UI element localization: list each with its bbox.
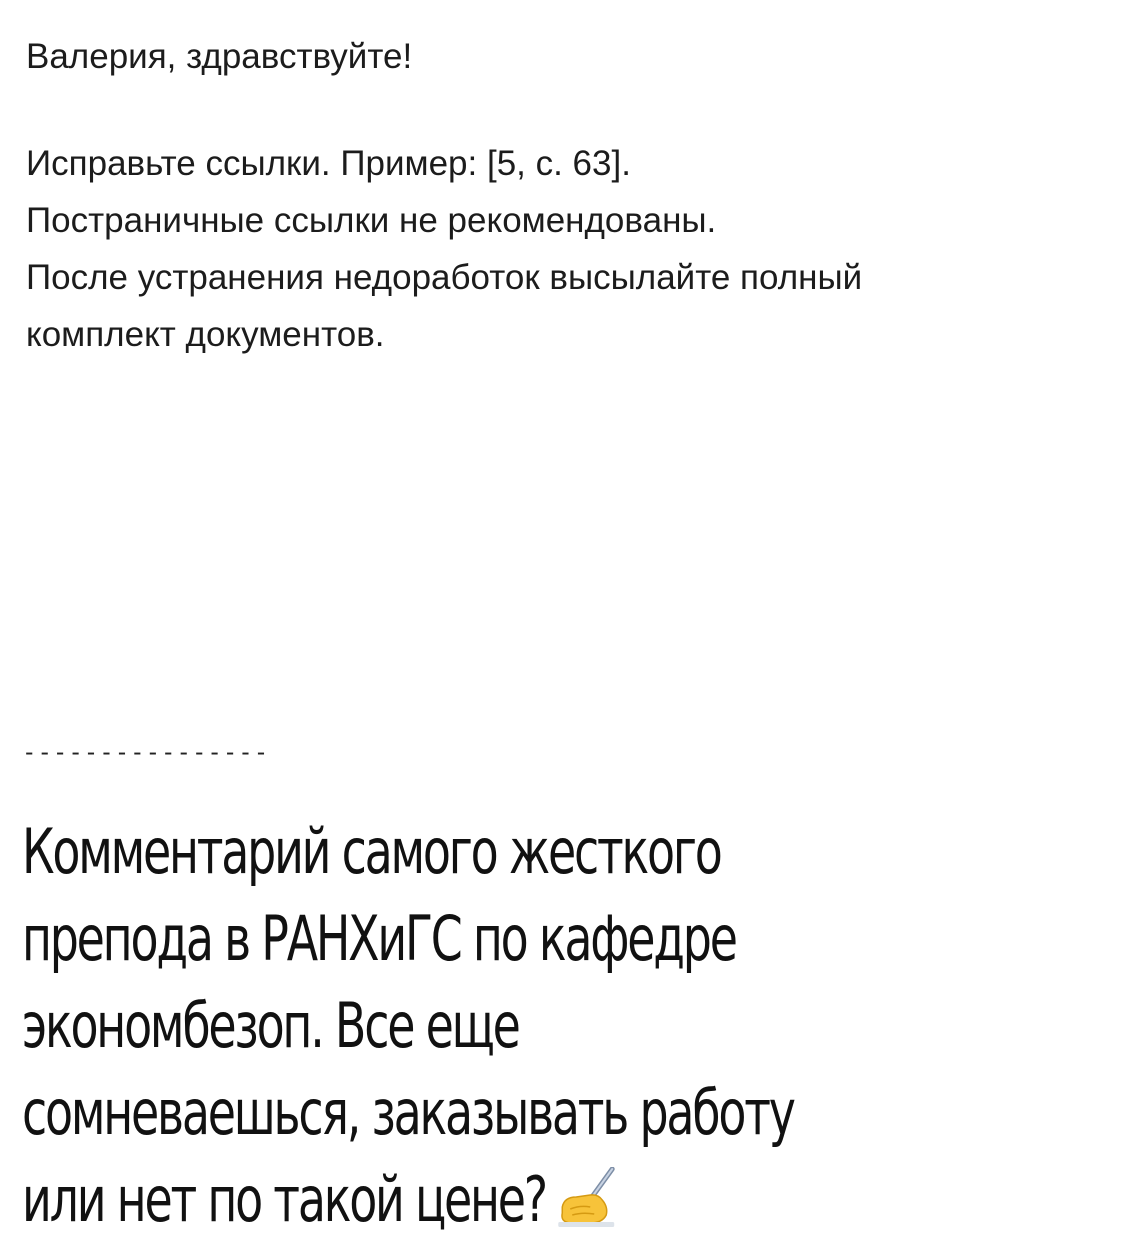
caption-line: Комментарий самого жесткого <box>22 815 721 888</box>
caption-line: экономбезоп. Все еще <box>22 989 519 1062</box>
message-text <box>26 28 1116 363</box>
dashed-divider: ---------------- <box>22 738 270 766</box>
caption-line: препода в РАНХиГС по кафедре <box>22 902 736 975</box>
message-line: комплект документов. <box>26 315 385 354</box>
caption-last-line <box>22 1156 1043 1251</box>
caption <box>22 808 1043 1251</box>
writing-hand-icon-svg <box>556 1167 618 1229</box>
caption-line: сомневаешься, заказывать работу <box>22 1076 794 1149</box>
caption-line: или нет по такой цене? <box>22 1163 546 1236</box>
writing-hand-icon <box>556 1164 618 1251</box>
message-line: После устранения недоработок высылайте полный <box>26 258 863 297</box>
greeting: Валерия, здравствуйте! <box>26 37 413 76</box>
message-line: Исправьте ссылки. Пример: [5, с. 63]. <box>26 144 631 183</box>
message-line: Постраничные ссылки не рекомендованы. <box>26 201 717 240</box>
